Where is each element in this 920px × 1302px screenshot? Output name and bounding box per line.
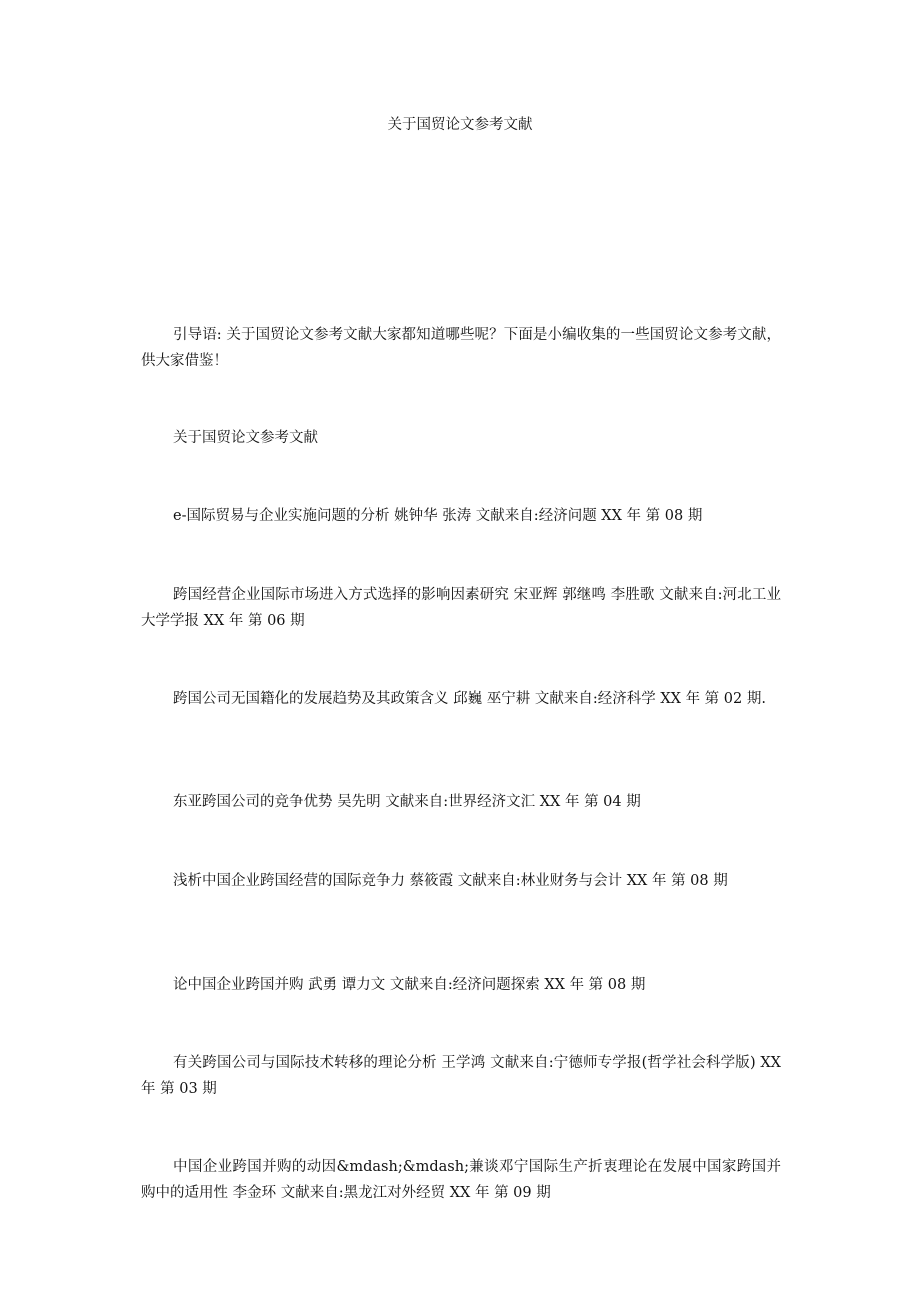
reference-item: 浅析中国企业跨国经营的国际竞争力 蔡筱霞 文献来自:林业财务与会计 XX 年 第 08 期 [173, 872, 728, 889]
reference-item: 跨国经营企业国际市场进入方式选择的影响因素研究 宋亚辉 郭继鸣 李胜歌 文献来自:河北工业大学学报 XX 年 第 06 期 [141, 586, 781, 629]
reference-item: e-国际贸易与企业实施问题的分析 姚钟华 张涛 文献来自:经济问题 XX 年 第 08 期 [173, 507, 703, 524]
reference-item: 有关跨国公司与国际技术转移的理论分析 王学鸿 文献来自:宁德师专学报(哲学社会科学版) XX 年 第 03 期 [141, 1054, 781, 1097]
intro-paragraph: 引导语: 关于国贸论文参考文献大家都知道哪些呢？下面是小编收集的一些国贸论文参考文献，供大家借鉴！ [141, 326, 781, 369]
document-title: 关于国贸论文参考文献 [387, 117, 533, 133]
reference-item: 中国企业跨国并购的动因&mdash;&mdash;兼谈邓宁国际生产折衷理论在发展中国家跨国并购中的适用性 李金环 文献来自:黑龙江对外经贸 XX 年 第 09 期 [141, 1158, 781, 1201]
reference-item: 论中国企业跨国并购 武勇 谭力文 文献来自:经济问题探索 XX 年 第 08 期 [173, 976, 646, 993]
reference-item: 东亚跨国公司的竞争优势 吴先明 文献来自:世界经济文汇 XX 年 第 04 期 [173, 793, 641, 810]
reference-item: 跨国公司无国籍化的发展趋势及其政策含义 邱巍 巫宁耕 文献来自:经济科学 XX 年 第 02 期. [173, 690, 766, 707]
section-heading: 关于国贸论文参考文献 [173, 429, 318, 446]
